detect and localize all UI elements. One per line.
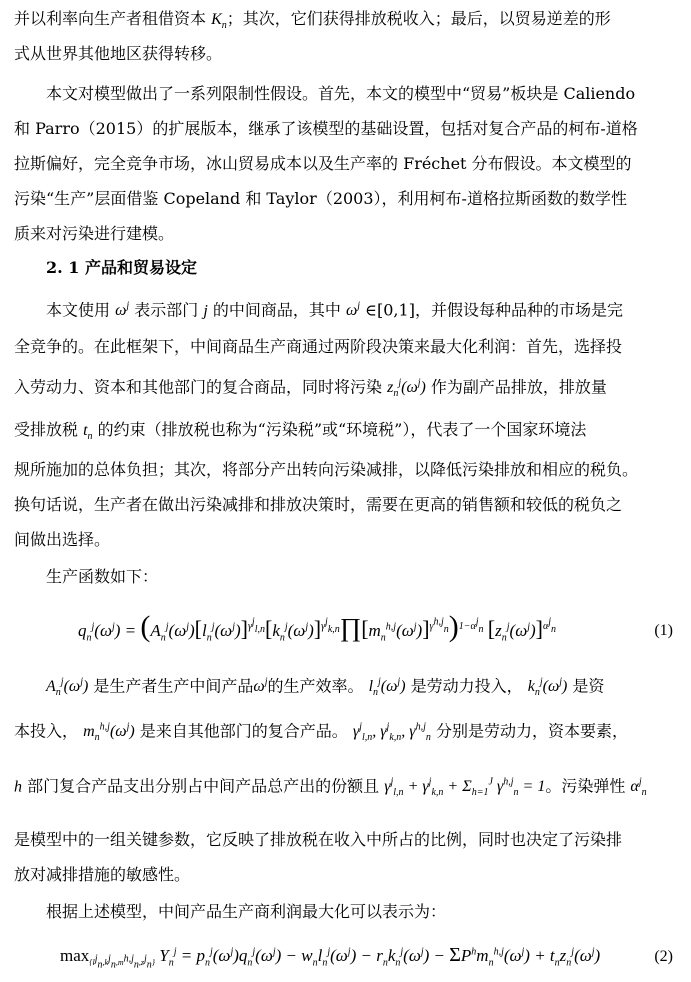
text-line: 并以利率向生产者租借资本 $K_n$；其次，它们获得排放税收入；最后，以贸易逆差的形 bbox=[14, 9, 611, 32]
text-line: 全竞争的。在此框架下，中间商品生产商通过两阶段决策来最大化利润：首先，选择投 bbox=[14, 337, 623, 356]
equation-1: $q_n^j(\omega^j)$ = $(A_n^j(\omega^j)[l_n^j(\omega^j)]^{\gamma^j_{l,n}}[k_n^j(\omega^j)]^{\gamma^j_{k,n}}\prod[m_n^{h,j}(\omega^j)]^{\gamma^{h,j}_n})^{1-\alpha^j_n}$ $[z_n^j(\omega^j)]^{\alpha^j_n}$ bbox=[78, 610, 557, 644]
text-line: 本文使用 $\omega^j$ 表示部门 j 的中间商品，其中 $\omega^j$ ∈[0,1]，并假设每种品种的市场是完 bbox=[46, 300, 623, 320]
text-line: 根据上述模型，中间产品生产商利润最大化可以表示为： bbox=[46, 902, 447, 921]
text-line: 拉斯偏好，完全竞争市场，冰山贸易成本以及生产率的 Fréchet 分布假设。本文模型的 bbox=[14, 154, 632, 173]
section-heading: 2. 1 产品和贸易设定 bbox=[46, 258, 197, 277]
text-line: 入劳动力、资本和其他部门的复合商品，同时将污染 $z_n^j(\omega^j)$ 作为副产品排放，排放量 bbox=[14, 377, 607, 400]
text-line: h 部门复合产品支出分别占中间产品总产出的份额且 $\gamma^j_{l,n} + \gamma^j_{k,n} + \Sigma_{h=1}^J$ $\gamma^{h,j}_n = 1$。污染弹性 $\alpha^j_n$ bbox=[14, 776, 647, 799]
text-line: 间做出选择。 bbox=[14, 530, 111, 549]
text-line: 规所施加的总体负担；其次，将部分产出转向污染减排，以降低污染排放和相应的税负。 bbox=[14, 460, 639, 479]
text-line: 受排放税 $t_n$ 的约束（排放税也称为“污染税”或“环境税”），代表了一个国家环境法 bbox=[14, 420, 587, 443]
text-line: 和 Parro（2015）的扩展版本，继承了该模型的基础设置，包括对复合产品的柯布-道格 bbox=[14, 119, 638, 138]
equation-number: (2) bbox=[654, 948, 673, 965]
text-line: 本文对模型做出了一系列限制性假设。首先，本文的模型中“贸易”板块是 Caliendo bbox=[46, 84, 636, 103]
text-line: 放对减排措施的敏感性。 bbox=[14, 865, 191, 884]
text-line: $A_n^j(\omega^j)$ 是生产者生产中间产品$\omega^j$的生产效率。 $l_n^j(\omega^j)$ 是劳动力投入， $k_n^j(\omega^j)$ 是资 bbox=[46, 676, 605, 699]
text-line: 污染“生产”层面借鉴 Copeland 和 Taylor（2003），利用柯布-道格拉斯函数的数学性 bbox=[14, 189, 627, 208]
equation-2: $\max_{\{l^j_n,k^j_n,m^{h,j}_n,z^j_n\}} \Upsilon_n^j = p_n^j(\omega^j)q_n^j(\omega^j) - w_nl_n^j(\omega^j) - r_nk_n^j(\omega^j) - \Sigma P^hm_n^{h,j}(\omega^j) + t_nz_n^j(\omega^j)$ bbox=[60, 944, 601, 971]
text-line: 是模型中的一组关键参数，它反映了排放税在收入中所占的比例，同时也决定了污染排 bbox=[14, 830, 623, 849]
equation-number: (1) bbox=[654, 622, 673, 639]
text-line: 本投入， $m_n^{h,j}(\omega^j)$ 是来自其他部门的复合产品。 $\gamma^j_{l,n}$, $\gamma^j_{k,n}$, $\gamma^{h,j}_n$ 分别是劳动力，资本要素， bbox=[14, 721, 628, 744]
text-line: 换句话说，生产者在做出污染减排和排放决策时，需要在更高的销售额和较低的税负之 bbox=[14, 495, 623, 514]
text-line: 生产函数如下： bbox=[46, 567, 159, 586]
text-line: 式从世界其他地区获得转移。 bbox=[14, 44, 223, 63]
text-line: 质来对污染进行建模。 bbox=[14, 224, 175, 243]
